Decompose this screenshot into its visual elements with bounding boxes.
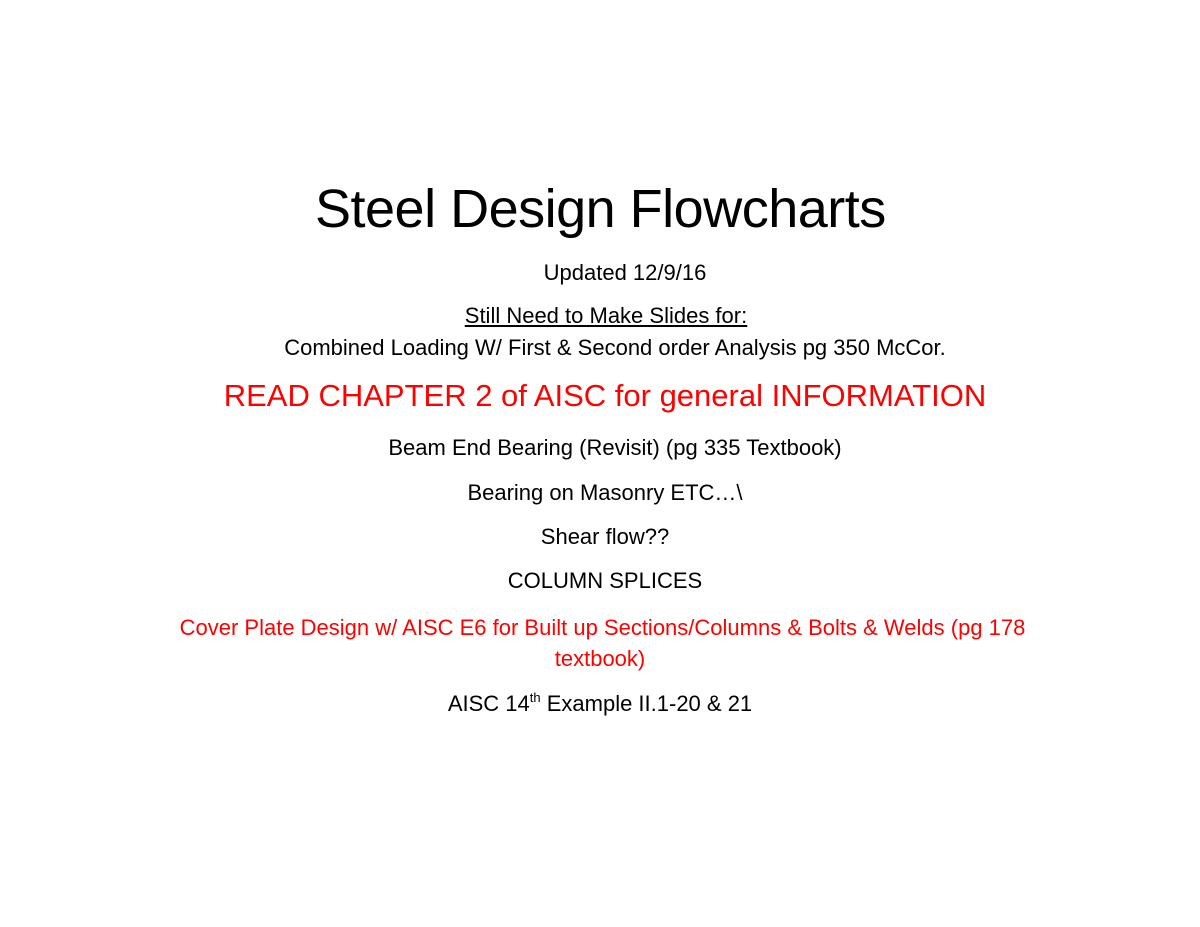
read-chapter-note: READ CHAPTER 2 of AISC for general INFORMATION — [223, 378, 987, 413]
todo-aisc-example — [0, 690, 1200, 716]
todo-shear-flow: Shear flow?? — [540, 524, 670, 549]
aisc-example-suffix: Example II.1-20 & 21 — [540, 691, 753, 716]
todo-cover-plate-line1: Cover Plate Design w/ AISC E6 for Built up Sections/Columns & Bolts & Welds (pg 178 — [179, 615, 1026, 640]
todo-combined-loading: Combined Loading W/ First & Second order Analysis pg 350 McCor. — [284, 335, 946, 360]
todo-beam-end-bearing: Beam End Bearing (Revisit) (pg 335 Textbook) — [388, 435, 842, 460]
aisc-example-prefix: AISC 14 — [447, 691, 530, 716]
todo-cover-plate-line2: textbook) — [554, 646, 646, 671]
aisc-example-superscript: th — [529, 690, 541, 705]
todo-column-splices: COLUMN SPLICES — [507, 568, 703, 593]
still-need-heading: Still Need to Make Slides for: — [464, 303, 748, 328]
slide-title: Steel Design Flowcharts — [315, 179, 886, 239]
todo-bearing-masonry: Bearing on Masonry ETC…\ — [467, 480, 743, 505]
updated-date: Updated 12/9/16 — [543, 260, 707, 285]
